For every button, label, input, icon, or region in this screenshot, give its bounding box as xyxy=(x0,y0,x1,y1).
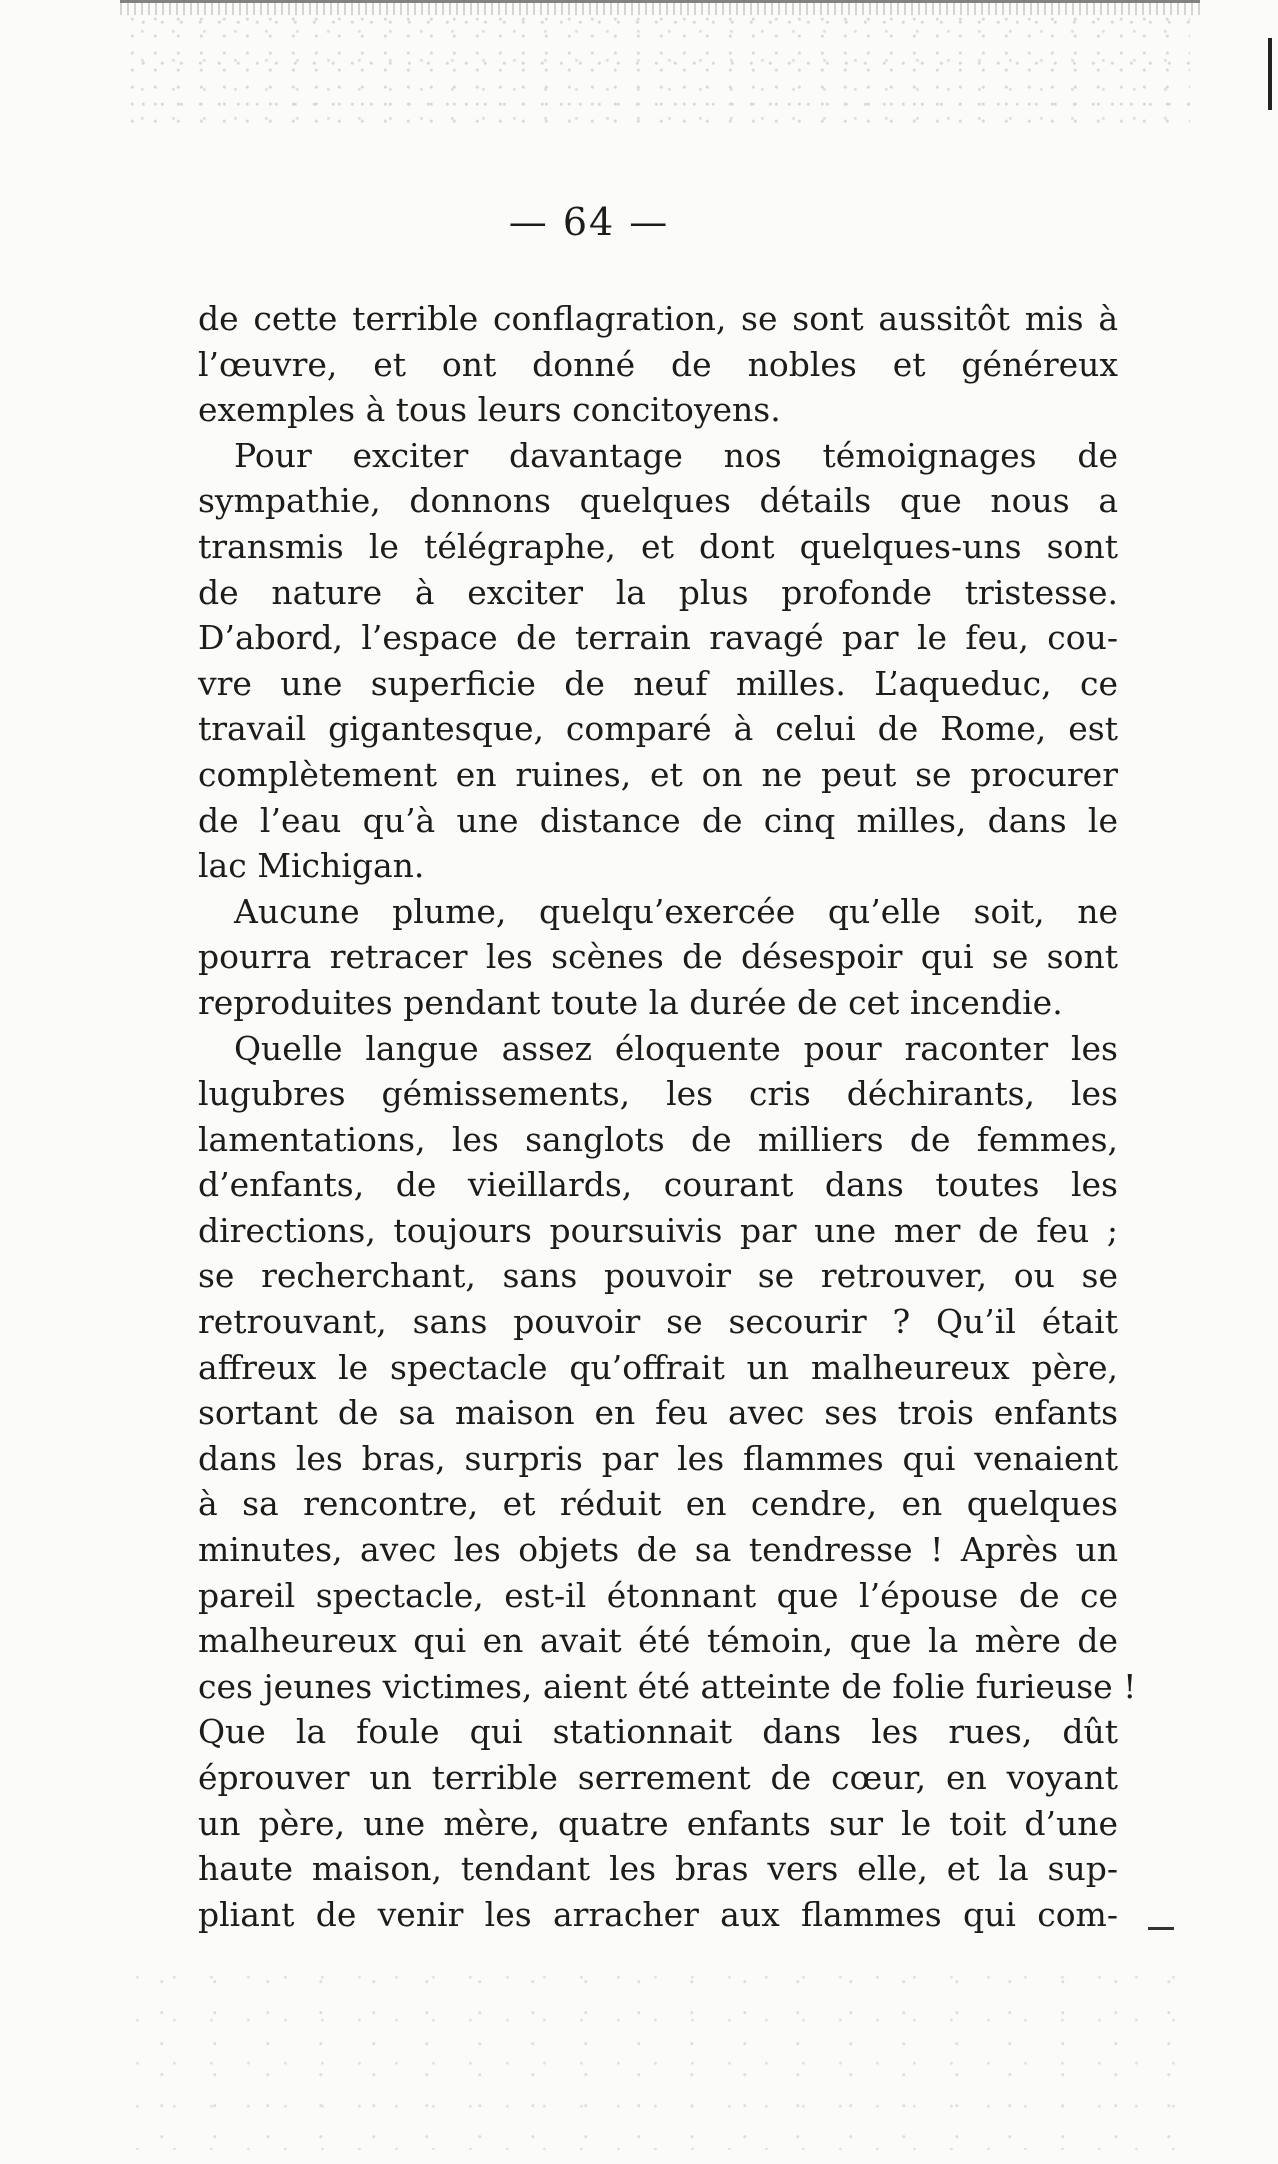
text-line: éprouver un terrible serrement de cœur, en voyant xyxy=(198,1758,1118,1797)
text-line: complètement en ruines, et on ne peut se procurer xyxy=(198,754,1118,794)
text-line: vre une superficie de neuf milles. L’aqueduc, ce xyxy=(198,663,1118,703)
text-line: d’enfants, de vieillards, courant dans toutes les xyxy=(198,1165,1118,1205)
text-line: l’œuvre, et ont donné de nobles et généreux xyxy=(198,344,1118,384)
text-line: ces jeunes victimes, aient été atteinte de folie furieuse ! xyxy=(198,1666,1137,1706)
text-line: minutes, avec les objets de sa tendresse ! Après un xyxy=(198,1530,1118,1570)
text-line: haute maison, tendant les bras vers elle, et la sup- xyxy=(198,1849,1118,1889)
text-line: affreux le spectacle qu’offrait un malheureux père, xyxy=(198,1347,1118,1387)
text-line: Aucune plume, quelqu’exercée qu’elle soit, ne xyxy=(234,891,1118,931)
text-line: retrouvant, sans pouvoir se secourir ? Qu’il était xyxy=(198,1302,1118,1342)
paper-speckle-top xyxy=(130,14,1190,134)
text-line: lamentations, les sanglots de milliers de femmes, xyxy=(198,1119,1118,1159)
text-line: lac Michigan. xyxy=(198,846,425,886)
text-line: Pour exciter davantage nos témoignages de xyxy=(234,435,1118,475)
text-line: sortant de sa maison en feu avec ses trois enfants xyxy=(198,1393,1118,1433)
text-line: de nature à exciter la plus profonde tristesse. xyxy=(198,572,1118,612)
text-line: pourra retracer les scènes de désespoir qui se sont xyxy=(198,937,1118,977)
text-line: pliant de venir les arracher aux flammes qui com- xyxy=(198,1894,1118,1934)
text-line: D’abord, l’espace de terrain ravagé par le feu, cou- xyxy=(198,618,1118,658)
text-line: transmis le télégraphe, et dont quelques-uns sont xyxy=(198,526,1118,566)
text-line: Quelle langue assez éloquente pour raconter les xyxy=(234,1028,1118,1068)
text-line: de cette terrible conflagration, se sont aussitôt mis à xyxy=(198,299,1118,338)
text-line: directions, toujours poursuivis par une mer de feu ; xyxy=(198,1210,1118,1250)
text-line: exemples à tous leurs concitoyens. xyxy=(198,390,781,430)
text-line: à sa rencontre, et réduit en cendre, en quelques xyxy=(198,1484,1118,1524)
paper-speckle-bottom xyxy=(130,1960,1190,2150)
text-line: dans les bras, surpris par les flammes qui venaient xyxy=(198,1438,1118,1478)
text-line: Que la foule qui stationnait dans les rues, dût xyxy=(198,1712,1118,1752)
text-line: malheureux qui en avait été témoin, que la mère de xyxy=(198,1621,1118,1661)
text-line: pareil spectacle, est-il étonnant que l’épouse de ce xyxy=(198,1575,1118,1615)
top-border xyxy=(120,0,1200,15)
text-line: de l’eau qu’à une distance de cinq milles, dans le xyxy=(198,800,1118,840)
text-line: sympathie, donnons quelques détails que nous a xyxy=(198,481,1118,521)
text-line: se recherchant, sans pouvoir se retrouver, ou se xyxy=(198,1256,1118,1296)
text-line: reproduites pendant toute la durée de cet incendie. xyxy=(198,982,1063,1022)
body-text xyxy=(198,296,1137,1937)
page-number: — 64 — xyxy=(508,200,670,244)
text-line: lugubres gémissements, les cris déchirants, les xyxy=(198,1074,1118,1114)
margin-dash xyxy=(1148,1927,1174,1930)
text-line: travail gigantesque, comparé à celui de Rome, est xyxy=(198,709,1118,749)
edge-mark xyxy=(1268,38,1272,110)
text-line: un père, une mère, quatre enfants sur le toit d’une xyxy=(198,1803,1118,1843)
